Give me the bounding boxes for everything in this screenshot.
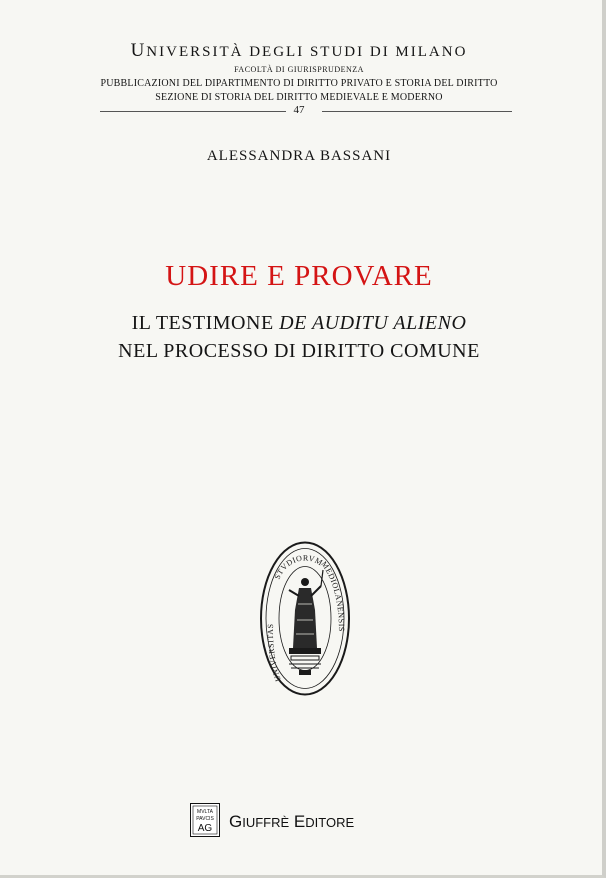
series-rule-right xyxy=(322,111,512,112)
svg-text:UNIVERSITAS xyxy=(266,623,283,682)
subtitle-line1 xyxy=(0,312,598,335)
publisher-name xyxy=(229,812,354,832)
subtitle-prefix: IL TESTIMONE xyxy=(131,312,280,334)
giuffre-logo-icon xyxy=(190,803,220,837)
author-name: ALESSANDRA BASSANI xyxy=(206,148,392,164)
volume-number: 47 xyxy=(293,104,305,116)
svg-text:STVDIORVM xyxy=(273,553,325,580)
university-name xyxy=(0,40,598,62)
seal-text-right: MEDIOLANENSIS xyxy=(319,559,347,632)
logo-text-mid: PAVCIS xyxy=(196,816,214,822)
faculty-name: FACOLTÀ DI GIURISPRUDENZA xyxy=(234,65,364,74)
seal-text-top: STVDIORVM xyxy=(272,553,325,581)
publisher-initial2: E xyxy=(293,812,306,831)
seal-text-left: UNIVERSITAS xyxy=(265,623,283,683)
logo-text-top: MVLTA xyxy=(197,809,213,815)
book-title: UDIRE E PROVARE xyxy=(165,260,433,292)
university-seal-icon xyxy=(259,540,351,697)
subtitle-italic: DE AUDITU ALIENO xyxy=(279,312,467,334)
publisher-rest2: DITORE xyxy=(305,815,355,830)
publication-series-line2: SEZIONE DI STORIA DEL DIRITTO MEDIEVALE E MODERNO xyxy=(155,92,443,103)
publisher-rest1: IUFFRÈ xyxy=(242,815,290,830)
publication-series-line1: PUBBLICAZIONI DEL DIPARTIMENTO DI DIRITTO PRIVATO E STORIA DEL DIRITTO xyxy=(100,78,498,89)
university-initial: U xyxy=(130,40,147,61)
university-name-rest: NIVERSITÀ DEGLI STUDI DI MILANO xyxy=(146,44,468,60)
publisher-initial1: G xyxy=(229,812,243,831)
logo-text-bottom: AG xyxy=(197,823,213,834)
subtitle-line2: NEL PROCESSO DI DIRITTO COMUNE xyxy=(118,340,480,362)
